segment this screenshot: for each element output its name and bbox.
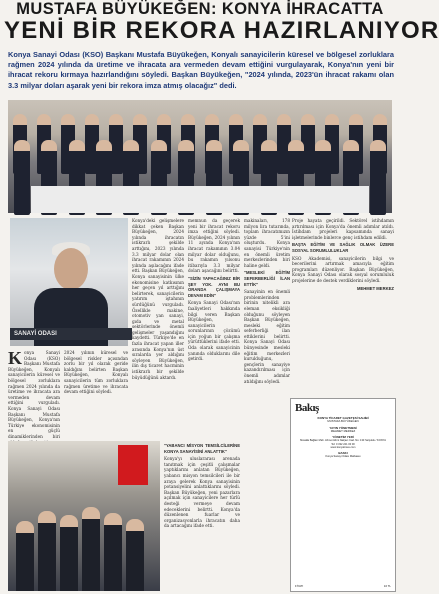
editor-name: MEHMET MERKEZ	[330, 428, 356, 433]
phone-text: Tel: 0 332 221 00 00	[331, 442, 355, 446]
editor-label: YAYIN YÖNETMENİ	[329, 425, 357, 430]
article-column-4: makinaları, 178 milyon lira tutarında, toplam ihracatımızın yüzde 5'ini oluşturdu. Konya sanayisi Türkiye'nin en önemli üretim merkezlerinden biri haline geldi. "MESLEKİ EĞİTİM SEFERBERLİĞİ İLAN ETTİK" Sanayinin en önemli problemlerinden birinin nitelikli ara eleman eksikliği olduğunu söyleyen Başkan Büyükeğen, mesleki eğitim seferberliği ilan ettiklerini belirtti. Konya Sanayi Odası bünyesinde mesleki eğitim merkezleri kurulduğunu, gençlerin sanayiye kazandırılması için önemli adımlar atıldığını söyledi.	[244, 218, 290, 384]
print-label: BASKI	[338, 451, 348, 456]
portrait-photo	[10, 218, 128, 346]
price-value: 10 TL	[383, 584, 391, 588]
price-label: FİYATI	[295, 584, 304, 588]
price-row	[295, 584, 391, 588]
headline-line1: MUSTAFA BÜYÜKEĞEN: KONYA İHRACATTA	[16, 0, 384, 18]
newspaper-logo: Bakış	[295, 402, 319, 414]
print-text: Konya Sanayi Odası Matbaası	[325, 455, 361, 459]
article-column-3: memnun da geçerek yeni bir ihracat rekoru imza ettiğini söyledi. Büyükeğen, 2024 yılının 11 ayında Konya'nın ihracat rakamının 3.04 milyar dolar olduğunu, bu rakamın yılsonu itibarıyla 3.3 milyar doları aşacağını belirtti. "SİZİN YAPACAĞINIZ BİR ŞEY YOK. AYNI BU ORANDA ÇALIŞMAYA DEVAM EDİN" Konya Sanayi Odası'nın faaliyetleri hakkında bilgi veren Başkan Büyükeğen, sanayicilerin sorunlarının çözümü için yoğun bir çalışma yürüttüklerini ifade etti. Oda olarak sanayicinin yanında olduklarını dile getirdi.	[188, 218, 240, 362]
article-column-6: Proje hayata geçirildi. Sektörel istihdamın artırılması için Konya'da önemli adımlar atıldı. İstihdam projeleri kapsamında sanayi işletmelerinde binlerce genç istihdam edildi. BAŞTA EĞİTİM VE SAĞLIK OLMAK ÜZERE SOSYAL SORUMLULUKLAR KSO Akademisi, sanayicilerin bilgi ve becerilerini artırmak amacıyla eğitim programları düzenliyor. Başkan Büyükeğen, Konya Sanayi Odası olarak sosyal sorumluluk projelerine de destek verdiklerini söyledi. MEHMET MERKEZ	[292, 218, 394, 291]
address-text: Musalla Bağları Mah. Ahmet Hilmi Nalçacı Cad. No: 133 Selçuklu / KONYA	[300, 439, 386, 443]
address-label: YÖNETİM YERİ	[332, 435, 354, 440]
web-text: www.konyatimes.com	[330, 446, 356, 449]
headline-line2: YENİ BİR REKORA HAZIRLANIYOR	[4, 17, 439, 44]
article-column-1b: 2024 yılının küresel ve bölgesel riskler açısından zorlu bir yıl olarak geride kaldığını belirten Başkan Büyükeğen, Konyalı sanayicilerin tüm zorluklara rağmen üretime ve ihracata devam ettiğini söyledi.	[64, 350, 128, 395]
portrait-caption: SANAYİ ODASI	[10, 328, 132, 340]
group-photo	[8, 100, 392, 213]
meeting-photo	[8, 441, 160, 591]
imprint-box	[290, 398, 396, 592]
publisher-name: MUSTAFA BÜYÜKEĞEN	[327, 419, 359, 423]
publisher-label: KONYA TİCARET GAZETESİ SAHİBİ	[317, 416, 369, 420]
article-column-1: K onya Sanayi Odası (KSO) Başkanı Mustafa Büyükeğen, Konyalı sanayicilerin küresel ve bölgesel zorluklara rağmen 2024 yılında da üretime ve ihracata ara vermeden devam ettiğini vurguladı. Konya Sanayi Odası Başkanı Mustafa Büyükeğen, Konya'nın Türkiye ekonomisinin en güçlü dinamiklerinden biri	[8, 348, 60, 439]
article-column-2: Konya'deki gelişmelere dikkat çeken Başkan Büyükeğen, 2024 yılında ihracatın istikrarlı şekilde arttığını, 2023 yılında 3.3 milyar dolar olan ihracat rakamının 2024 yılında aşılacağını ifade etti. Başkan Büyükeğen, Konya sanayisinin ülke ekonomisine katkısının her geçen yıl arttığını belirterek, sanayicilerin yatırım iştahının sürdüğünü vurguladı. Özellikle makine, otomotiv yan sanayi, gıda ve metal sektörlerinde önemli gelişmeler yaşandığını kaydetti. Türkiye'de en fazla ihracat yapan iller arasında Konya'nın üst sıralarda yer aldığını söyleyen Büyükeğen, ilin dış ticaret hacminin istikrarlı bir şekilde büyüdüğünü aktardı.	[132, 218, 184, 380]
lead-paragraph: Konya Sanayi Odası (KSO) Başkanı Mustafa Büyükeğen, Konyalı sanayicilerin küresel ve bölgesel zorluklara rağmen 2024 yılında da üretime ve ihracata ara vermeden devam ettiğini vurgulayarak, Konya'nın yeni bir ihracat rekoru kırmaya hazırlandığını söyledi. Başkan Büyükeğen, "2024 yılında, 2023'ün ihracat rakamı olan 3.3 milyar doları aşarak yeni bir rekora imza atmış olacağız" dedi.	[8, 50, 394, 90]
article-byline: MEHMET MERKEZ	[357, 285, 394, 291]
article-column-5: "YABANCI MİSYON TEMSİLCİLERİNE KONYA SANAYİSİNİ ANLATTIK" Konya'yı uluslararası arenada tanıtmak için çeşitli çalışmalar yaptıklarını anlatan Büyükeğen, yabancı misyon temsilcileri ile bir araya gelerek Konya sanayisinin potansiyelini anlattıklarını söyledi. Başkan Büyükeğen, yeni pazarlara açılmak için sanayicilere her türlü desteği vermeye devam edeceklerini belirtti. Konya'da düzenlenen fuarlar ve organizasyonlarla ihracatın daha da artacağını ifade etti.	[164, 443, 240, 529]
